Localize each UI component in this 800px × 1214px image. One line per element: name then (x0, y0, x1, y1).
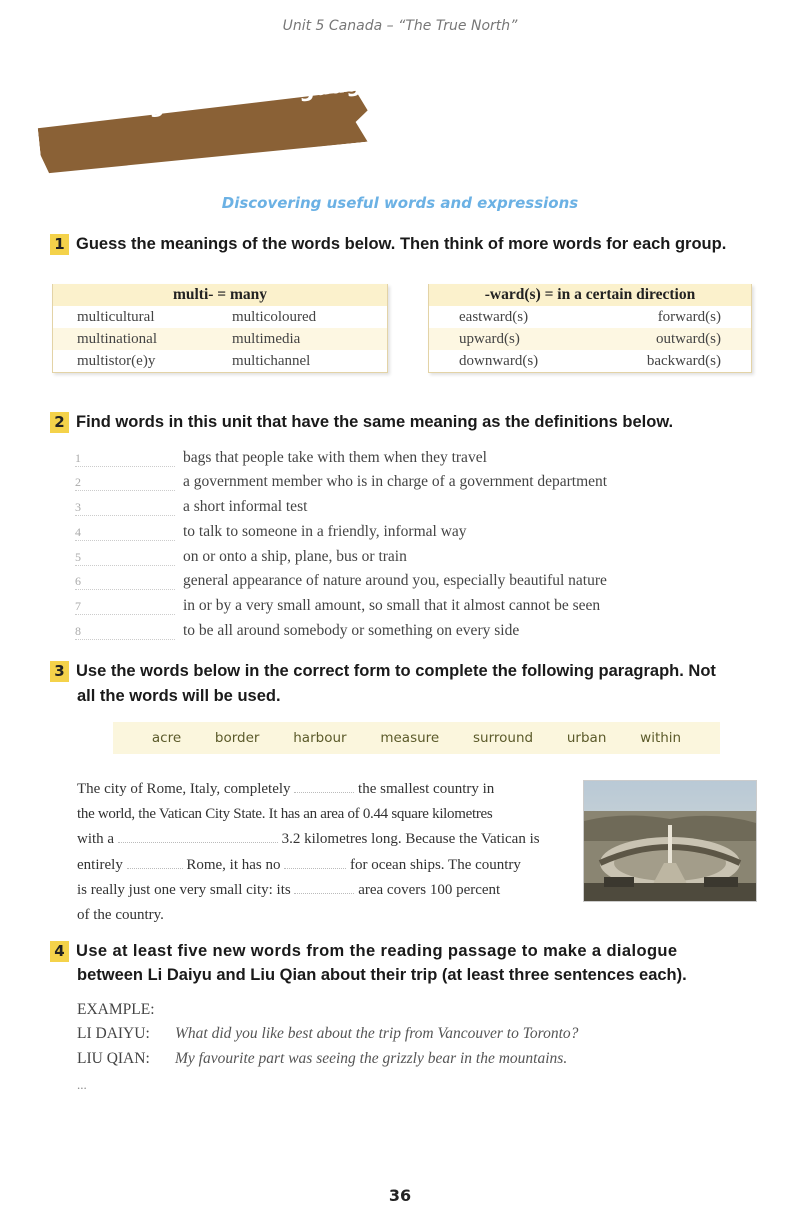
paragraph-text: the world, the Vatican City State. It has an area of 0.44 square kilometres (77, 806, 493, 823)
table-cell: multichannel (232, 353, 311, 369)
dialogue-text: What did you like best about the trip from Vancouver to Toronto? (175, 1025, 579, 1042)
definition-item (75, 569, 607, 593)
table-cell: multicoloured (232, 309, 317, 325)
word-bank-item: acre (151, 730, 182, 746)
answer-blank[interactable]: 2 (75, 474, 175, 491)
question-text: Use at least five new words from the reading passage to make a dialogue (76, 942, 678, 960)
speaker-name: LIU QIAN: (77, 1050, 150, 1067)
definition-item (75, 470, 608, 494)
answer-blank[interactable] (284, 854, 346, 869)
question-3-heading (50, 661, 716, 682)
paragraph-text: for ocean ships. The country (350, 856, 521, 873)
vatican-photo (583, 780, 757, 902)
section-subtitle: Discovering useful words and expressions (221, 194, 579, 212)
answer-blank[interactable]: 3 (75, 499, 175, 516)
word-table-multi (52, 284, 388, 373)
answer-blank[interactable] (127, 854, 183, 869)
word-bank-item: border (214, 730, 260, 746)
unit-header: Unit 5 Canada – “The True North” (282, 18, 518, 34)
answer-blank[interactable]: 1 (75, 450, 175, 467)
definition-text: on or onto a ship, plane, bus or train (183, 548, 407, 565)
answer-blank[interactable] (294, 879, 354, 894)
question-text-continued: between Li Daiyu and Liu Qian about their trip (at least three sentences each). (77, 966, 687, 984)
dialogue-line (77, 1025, 578, 1043)
answer-blank[interactable]: 7 (75, 598, 175, 615)
page-number: 36 (388, 1186, 412, 1205)
table-cell: multimedia (232, 331, 301, 347)
definition-text: general appearance of nature around you, especially beautiful nature (183, 572, 607, 589)
definition-item (75, 594, 601, 618)
dialogue-line (77, 1050, 567, 1068)
definition-text: to talk to someone in a friendly, informal way (183, 523, 467, 540)
table-cell: multinational (77, 331, 157, 347)
answer-blank[interactable]: 8 (75, 623, 175, 640)
question-2-heading (50, 412, 673, 433)
table-row (429, 328, 751, 350)
table-header: -ward(s) = in a certain direction (429, 284, 751, 306)
table-cell: outward(s) (656, 331, 721, 347)
table-row (53, 328, 387, 350)
table-row (53, 350, 387, 372)
table-cell: multicultural (77, 309, 155, 325)
section-banner-title: Learning about Language (52, 70, 378, 129)
word-bank-item: urban (566, 730, 607, 746)
table-cell: eastward(s) (459, 309, 529, 325)
definition-text: a short informal test (183, 498, 308, 515)
word-bank-item: harbour (293, 730, 347, 746)
question-number: 1 (50, 234, 69, 255)
ellipsis: ... (77, 1077, 87, 1092)
table-header: multi- = many (53, 284, 387, 306)
question-number: 3 (50, 661, 69, 682)
definition-item (75, 545, 407, 569)
word-bank-item: measure (380, 730, 440, 746)
table-cell: downward(s) (459, 353, 539, 369)
word-bank-item: within (640, 730, 682, 746)
question-text: Guess the meanings of the words below. Then think of more words for each group. (76, 235, 727, 253)
definition-text: in or by a very small amount, so small that it almost cannot be seen (183, 597, 601, 614)
answer-blank[interactable] (294, 778, 354, 793)
definition-item (75, 446, 487, 470)
speaker-name: LI DAIYU: (77, 1025, 150, 1042)
table-cell: backward(s) (646, 353, 721, 369)
word-table-ward (428, 284, 752, 373)
definition-text: bags that people take with them when they travel (183, 449, 487, 466)
question-text-continued: all the words will be used. (77, 687, 281, 705)
definition-item (75, 495, 308, 519)
word-bank (113, 722, 720, 754)
paragraph-text: the smallest country in (358, 781, 495, 797)
question-number: 4 (50, 941, 69, 962)
table-cell: forward(s) (657, 309, 721, 325)
paragraph-text: Rome, it has no (186, 856, 281, 873)
answer-blank[interactable]: 5 (75, 549, 175, 566)
question-4-heading (50, 941, 678, 962)
definition-text: to be all around somebody or something on every side (183, 622, 520, 639)
question-1-heading (50, 234, 726, 255)
definition-text: a government member who is in charge of a government department (183, 473, 608, 490)
paragraph-text: area covers 100 percent (358, 881, 501, 898)
word-bank-item: surround (473, 730, 534, 746)
question-number: 2 (50, 412, 69, 433)
question-text: Use the words below in the correct form to complete the following paragraph. Not (76, 662, 716, 680)
answer-blank[interactable]: 4 (75, 524, 175, 541)
answer-blank[interactable]: 6 (75, 573, 175, 590)
paragraph-text: is really just one very small city: its (77, 881, 291, 898)
paragraph-text: entirely (77, 856, 123, 873)
cloze-paragraph (77, 777, 567, 928)
dialogue-text: My favourite part was seeing the grizzly bear in the mountains. (175, 1050, 568, 1067)
paragraph-text: 3.2 kilometres long. Because the Vatican is (281, 831, 540, 848)
definition-item (75, 619, 520, 643)
table-row (53, 306, 387, 328)
table-cell: multistor(e)y (77, 353, 156, 369)
question-text: Find words in this unit that have the same meaning as the definitions below. (76, 413, 674, 431)
table-row (429, 306, 751, 328)
paragraph-text: with a (77, 831, 115, 848)
paragraph-text: of the country. (77, 906, 164, 923)
example-label: EXAMPLE: (77, 1001, 155, 1018)
definition-item (75, 520, 467, 544)
paragraph-text: The city of Rome, Italy, completely (77, 781, 291, 797)
table-row (429, 350, 751, 372)
answer-blank[interactable] (118, 828, 278, 843)
table-cell: upward(s) (459, 331, 520, 347)
